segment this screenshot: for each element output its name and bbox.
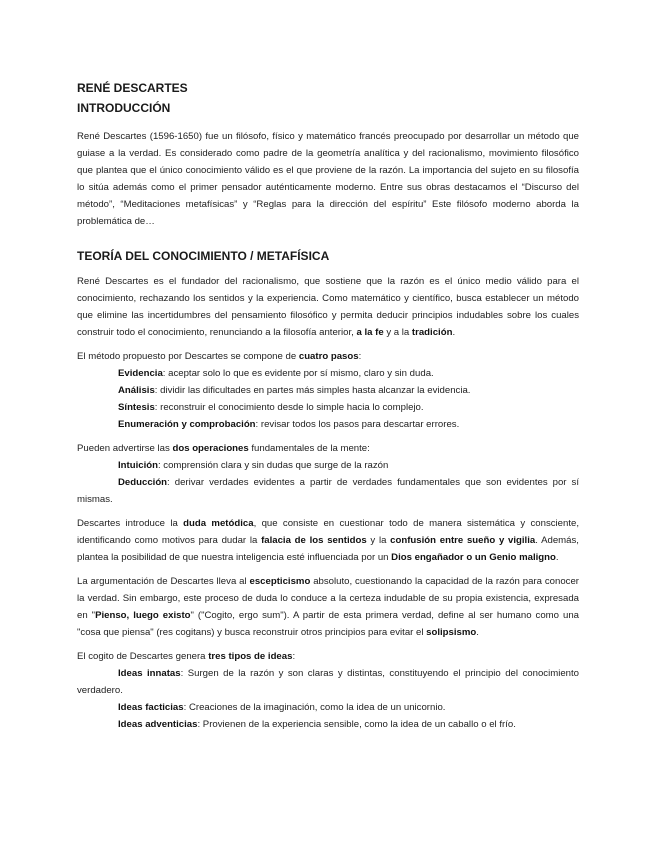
list-item: Deducción: derivar verdades evidentes a partir de verdades fundamentales que son evidentes por sí mismas.: [77, 477, 579, 505]
list-item: Análisis: dividir las dificultades en partes más simples hasta alcanzar la evidencia.: [118, 385, 471, 396]
cogito-paragraph: La argumentación de Descartes lleva al escepticismo absoluto, cuestionando la capacidad de la razón para conocer la verdad. Sin embargo, este proceso de duda lo conduce a la certeza indudable de su propia existencia, expresada en "Pienso, luego existo" ("Cogito, ergo sum"). A partir de esta primera verdad, define al ser humano como una "cosa que piensa" (res cogitans) y busca reconstruir otros principios para evitar el solipsismo.: [77, 576, 579, 638]
method-list: [77, 348, 579, 433]
rationalism-paragraph: René Descartes es el fundador del racionalismo, que sostiene que la razón es el único medio válido para el conocimiento, rechazando los sentidos y la experiencia. Como matemático y científico, busca establecer un método que elimine las incertidumbres del pensamiento filosófico y permita deducir principios indudables sobre los cuales construir todo el conocimiento, renunciando a la filosofía anterior, a la fe y a la tradición.: [77, 276, 579, 338]
list-item: Ideas adventicias: Provienen de la experiencia sensible, como la idea de un caballo o el frío.: [118, 719, 516, 730]
list-item: Evidencia: aceptar solo lo que es evidente por sí mismo, claro y sin duda.: [118, 368, 434, 379]
ideas-intro: El cogito de Descartes genera tres tipos de ideas:: [77, 651, 296, 662]
section-heading: TEORÍA DEL CONOCIMIENTO / METAFÍSICA: [77, 249, 330, 263]
doubt-paragraph: Descartes introduce la duda metódica, que consiste en cuestionar todo de manera sistemática y consciente, identificando como motivos para dudar la falacia de los sentidos y la confusión entre sueño y vigilia. Además, plantea la posibilidad de que nuestra inteligencia esté influenciada por un Dios engañador o un Genio maligno.: [77, 518, 580, 563]
list-item: Ideas innatas: Surgen de la razón y son claras y distintas, constituyendo el principio del conocimiento verdadero.: [77, 668, 580, 696]
operations-list: [77, 440, 579, 508]
document-title: RENÉ DESCARTES: [77, 81, 188, 95]
list-item: Síntesis: reconstruir el conocimiento desde lo simple hacia lo complejo.: [118, 402, 424, 413]
list-item: Intuición: comprensión clara y sin dudas que surge de la razón: [118, 460, 389, 471]
intro-paragraph: René Descartes (1596-1650) fue un filósofo, físico y matemático francés preocupado por desarrollar un método que guiase a la verdad. Es considerado como padre de la geometría analítica y del racionalismo, movimiento filosófico que plantea que el único conocimiento válido es el que proviene de la razón. La importancia del sujeto en su filosofía lo sitúa además como el primer pensador auténticamente moderno. Entre sus obras destacamos el “Discurso del método”, “Meditaciones metafísicas” y “Reglas para la dirección del espíritu” Este filósofo moderno aborda la problemática de…: [77, 131, 579, 227]
method-intro: El método propuesto por Descartes se compone de cuatro pasos:: [77, 351, 362, 362]
intro-heading: INTRODUCCIÓN: [77, 101, 171, 115]
operations-intro: Pueden advertirse las dos operaciones fundamentales de la mente:: [77, 443, 370, 454]
ideas-list: [77, 648, 579, 733]
list-item: Enumeración y comprobación: revisar todos los pasos para descartar errores.: [118, 419, 460, 430]
list-item: Ideas facticias: Creaciones de la imaginación, como la idea de un unicornio.: [118, 702, 446, 713]
